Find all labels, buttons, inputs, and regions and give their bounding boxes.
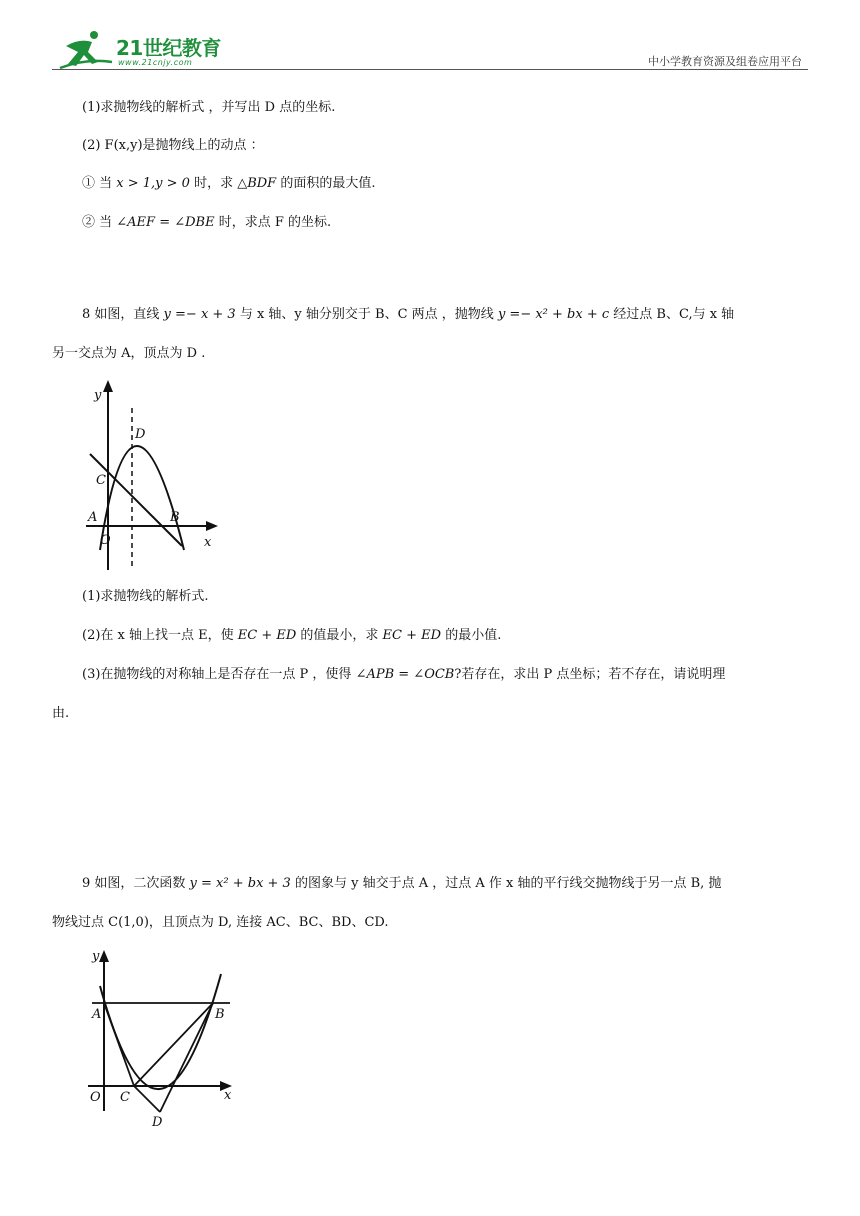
- q8-label-d: D: [135, 427, 146, 442]
- q8-label-y: y: [94, 388, 102, 403]
- q8-x-arrow-icon: [206, 521, 218, 531]
- q8-s3-a: (3)在抛物线的对称轴上是否存在一点 P ，使得: [82, 667, 356, 682]
- q8-sub2: [82, 626, 501, 646]
- q8-label-b: B: [170, 510, 180, 525]
- q9-figure: [84, 946, 244, 1136]
- q8-sub3: [82, 665, 725, 685]
- q8-label-c: C: [96, 473, 106, 488]
- q8-s2-b: 的值最小，求: [296, 628, 383, 643]
- q7-p4-math: ∠AEF = ∠DBE: [116, 215, 215, 230]
- q8-l1-a: 8 如图，直线: [82, 307, 164, 322]
- q9-label-d: D: [152, 1115, 163, 1130]
- q9-label-x: x: [224, 1088, 232, 1103]
- q8-figure: [80, 378, 230, 578]
- logo: [58, 28, 248, 72]
- q7-p3-mid: 时，求: [189, 176, 238, 191]
- q8-line1: [82, 305, 734, 325]
- q9-segment-ac: [104, 1003, 134, 1086]
- q9-label-y: y: [92, 949, 100, 964]
- q9-y-arrow-icon: [99, 950, 109, 962]
- q9-l1-b: 的图象与 y 轴交于点 A ，过点 A 作 x 轴的平行线交抛物线于另一点 B, 抛: [290, 876, 722, 891]
- q9-label-b: B: [215, 1007, 225, 1022]
- q7-p3-post: 的面积的最大值.: [276, 176, 376, 191]
- header-divider: [52, 69, 808, 70]
- q8-l1-b: 与 x 轴、y 轴分别交于 B、C 两点 ，抛物线: [235, 307, 498, 322]
- runner-logo-icon: [58, 28, 114, 72]
- q9-line1: [82, 874, 721, 894]
- q8-s3-b: ?若存在，求出 P 点坐标；若不存在，请说明理: [454, 667, 726, 682]
- q7-part2: (2) F(x,y)是抛物线上的动点 ：: [82, 138, 264, 153]
- q9-segment-bc: [134, 1003, 213, 1086]
- q8-sub1: (1)求抛物线的解析式.: [82, 589, 209, 604]
- q7-part2-sub2: [82, 213, 331, 233]
- q8-sub3-cont: 由.: [52, 706, 70, 721]
- q7-part1: (1)求抛物线的解析式 ，并写出 D 点的坐标.: [82, 100, 336, 115]
- q8-l1-math2: y =− x² + bx + c: [497, 307, 610, 322]
- q8-s2-c: 的最小值.: [441, 628, 502, 643]
- page-header: [52, 28, 808, 72]
- q8-label-a: A: [88, 510, 98, 525]
- q8-l1-c: 经过点 B、C,与 x 轴: [609, 307, 735, 322]
- q9-segment-bd: [160, 1003, 213, 1112]
- q7-p3-math2: △BDF: [237, 176, 277, 191]
- q8-label-o: O: [100, 533, 111, 548]
- q8-y-arrow-icon: [103, 380, 113, 392]
- q9-l1-a: 9 如图，二次函数: [82, 876, 190, 891]
- q8-s2-a: (2)在 x 轴上找一点 E，使: [82, 628, 238, 643]
- q7-p3-math1: x > 1,y > 0: [116, 176, 190, 191]
- q8-s2-math1: EC + ED: [237, 628, 297, 643]
- q9-label-o: O: [90, 1090, 101, 1105]
- q8-l1-math1: y =− x + 3: [163, 307, 236, 322]
- q8-label-x: x: [204, 535, 212, 550]
- q7-part2-sub1: [82, 174, 375, 194]
- q9-line2: 物线过点 C(1,0)，且顶点为 D, 连接 AC、BC、BD、CD.: [52, 915, 389, 930]
- q7-p3-pre: ① 当: [82, 176, 117, 191]
- q8-s2-math2: EC + ED: [382, 628, 442, 643]
- q9-label-c: C: [120, 1090, 130, 1105]
- q8-line2: 另一交点为 A，顶点为 D .: [52, 346, 206, 361]
- q9-label-a: A: [92, 1007, 102, 1022]
- q9-parabola: [100, 974, 221, 1089]
- q9-l1-math: y = x² + bx + 3: [189, 876, 291, 891]
- q7-p4-pre: ② 当: [82, 215, 117, 230]
- logo-text: 21世纪教育: [116, 36, 221, 60]
- logo-url: www.21cnjy.com: [118, 58, 193, 67]
- header-platform-text: 中小学教育资源及组卷应用平台: [648, 55, 802, 68]
- q7-p4-post: 时，求点 F 的坐标.: [214, 215, 332, 230]
- q8-s3-math: ∠APB = ∠OCB: [355, 667, 455, 682]
